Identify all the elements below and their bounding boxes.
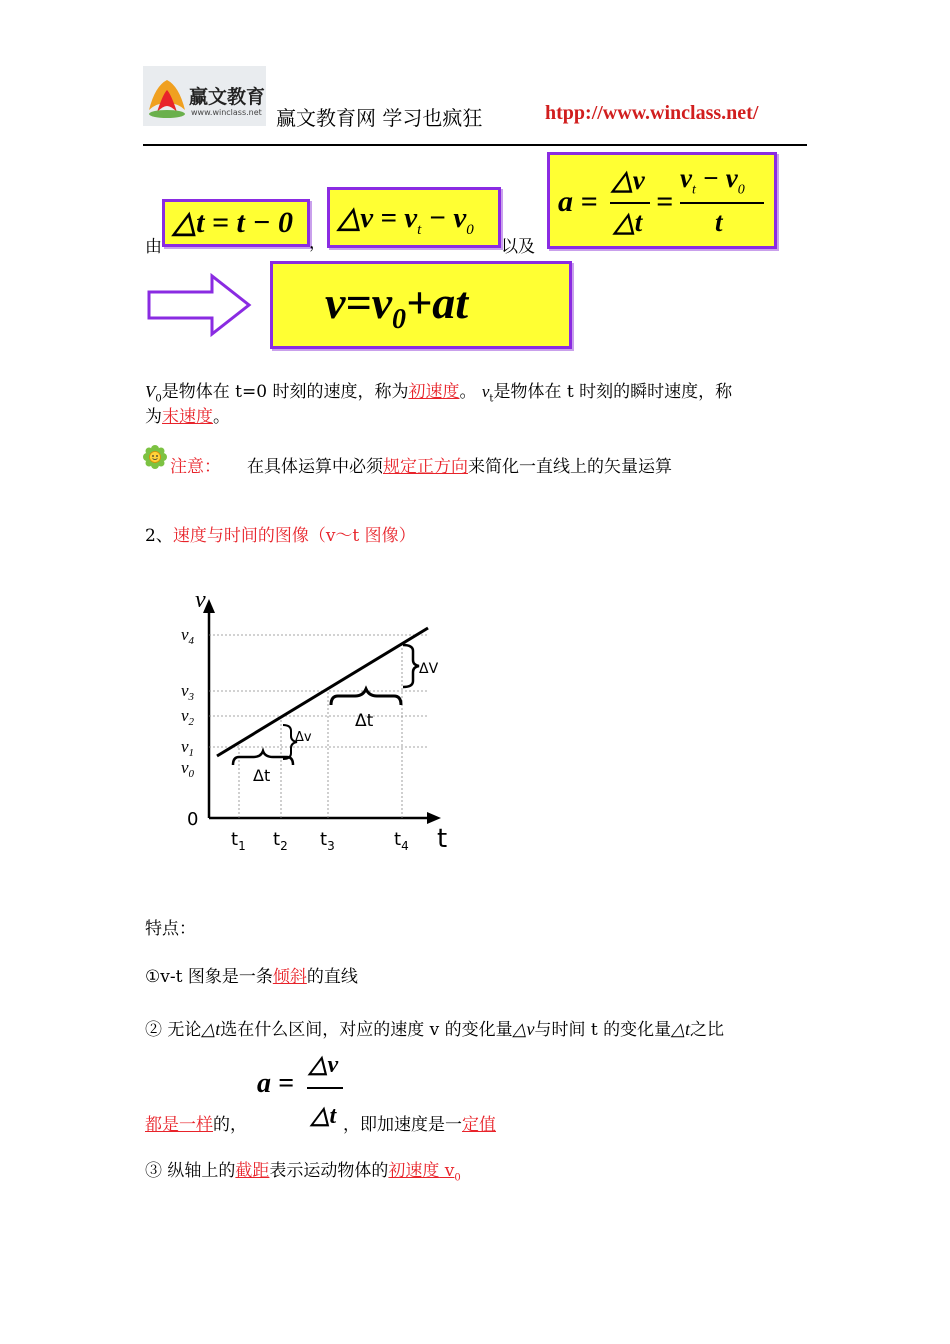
a-lhs: a = (558, 185, 598, 218)
velocity-formula: $v=v_0+at$ (325, 277, 469, 336)
y-axis-label: v (195, 587, 206, 613)
definition-line-2: 为末速度。 (145, 407, 230, 427)
annotation-dv-1: Δv (295, 730, 312, 745)
feature-2-line-1: ② 无论△t选在什么区间，对应的速度 v 的变化量△v与时间 t 的变化量△t之比 (145, 1019, 724, 1040)
y-tick-label: $v_0$ (181, 758, 195, 780)
header-divider (143, 144, 807, 146)
delta-v-formula: △v = $v_t - v_0$ (338, 202, 474, 238)
same-term: 都是一样 (145, 1115, 213, 1135)
y-tick-label: $v_2$ (181, 706, 195, 728)
vt-chart (175, 585, 465, 864)
x-tick-label: $t_4$ (394, 829, 409, 853)
y-tick-label: $v_3$ (181, 681, 195, 703)
site-name: 赢文教育网 学习也疯狂 (276, 106, 483, 130)
positive-direction-term: 规定正方向 (383, 457, 468, 477)
brace-dt-2 (331, 689, 401, 705)
flower-icon (143, 445, 167, 473)
constant-term: 定值 (462, 1115, 496, 1135)
svg-text:赢文教育: 赢文教育 (189, 86, 266, 108)
inclined-term: 倾斜 (272, 967, 307, 987)
x-axis-arrow (427, 812, 441, 824)
brace-dv-2 (403, 645, 419, 687)
a-eq2: = (656, 185, 674, 218)
delta-t-formula-box (162, 199, 310, 247)
formula-prefix: 由 (145, 237, 162, 257)
note-text: 在具体运算中必须规定正方向来简化一直线上的矢量运算 (247, 457, 672, 477)
definition-line-1: $V_0$是物体在 t=0 时刻的速度，称为初速度。 $v_t$是物体在 t 时刻的瞬时速度，称 (145, 382, 733, 405)
a-numerator2: $v_t - v_0$ (680, 163, 745, 198)
velocity-formula-box (270, 261, 572, 349)
feature-2-line-2b: ，即加速度是一定值 (343, 1115, 496, 1135)
annotation-dv-2: ΔV (419, 661, 439, 677)
y-tick-label: $v_4$ (181, 625, 195, 647)
y-tick-label: $v_1$ (181, 737, 195, 759)
annotation-dt-1: Δt (253, 766, 271, 785)
inline-formula-denominator: △t (311, 1103, 337, 1129)
inline-formula-numerator: △v (309, 1052, 339, 1078)
x-tick-label: $t_3$ (320, 829, 335, 853)
logo (143, 66, 266, 126)
note-label: 注意： (170, 457, 221, 477)
a-denominator: △t (614, 207, 643, 237)
features-title: 特点： (145, 919, 196, 939)
fraction-bar (610, 202, 650, 204)
acceleration-formula-box (547, 152, 777, 249)
right-arrow-icon (146, 272, 254, 342)
x-tick-label: $t_1$ (231, 829, 246, 853)
velocity-line (217, 628, 428, 756)
a-denominator2: t (715, 207, 723, 237)
feature-3: ③ 纵轴上的截距表示运动物体的初速度 $v_0$ (145, 1161, 461, 1184)
initial-velocity-v0: 初速度 $v_0$ (388, 1161, 461, 1184)
delta-v-formula-box (327, 187, 501, 248)
intercept-term: 截距 (235, 1161, 270, 1181)
a-numerator: △v (612, 165, 645, 195)
annotation-dt-2: Δt (355, 711, 374, 731)
feature-2-line-2a: 都是一样的， (145, 1115, 247, 1135)
inline-formula-lhs: a = (257, 1068, 294, 1099)
section-2-heading: 2、速度与时间的图像（v～t 图像） (145, 526, 416, 546)
origin-label: 0 (187, 809, 199, 830)
x-axis-label: t (437, 824, 448, 854)
svg-text:www.winclass.net: www.winclass.net (191, 108, 262, 117)
feature-1: ①v-t 图象是一条倾斜的直线 (145, 967, 358, 987)
site-url-link[interactable]: htpp://www.winclass.net/ (545, 102, 759, 124)
delta-t-formula: △t = t − 0 (173, 206, 294, 239)
final-velocity-term: 末速度 (162, 407, 213, 427)
fraction-bar-2 (680, 202, 764, 204)
initial-velocity-term: 初速度 (408, 382, 460, 402)
inline-fraction-bar (307, 1087, 343, 1089)
and-text: 以及 (501, 237, 535, 257)
x-tick-label: $t_2$ (273, 829, 288, 853)
comma: ， (309, 233, 326, 253)
